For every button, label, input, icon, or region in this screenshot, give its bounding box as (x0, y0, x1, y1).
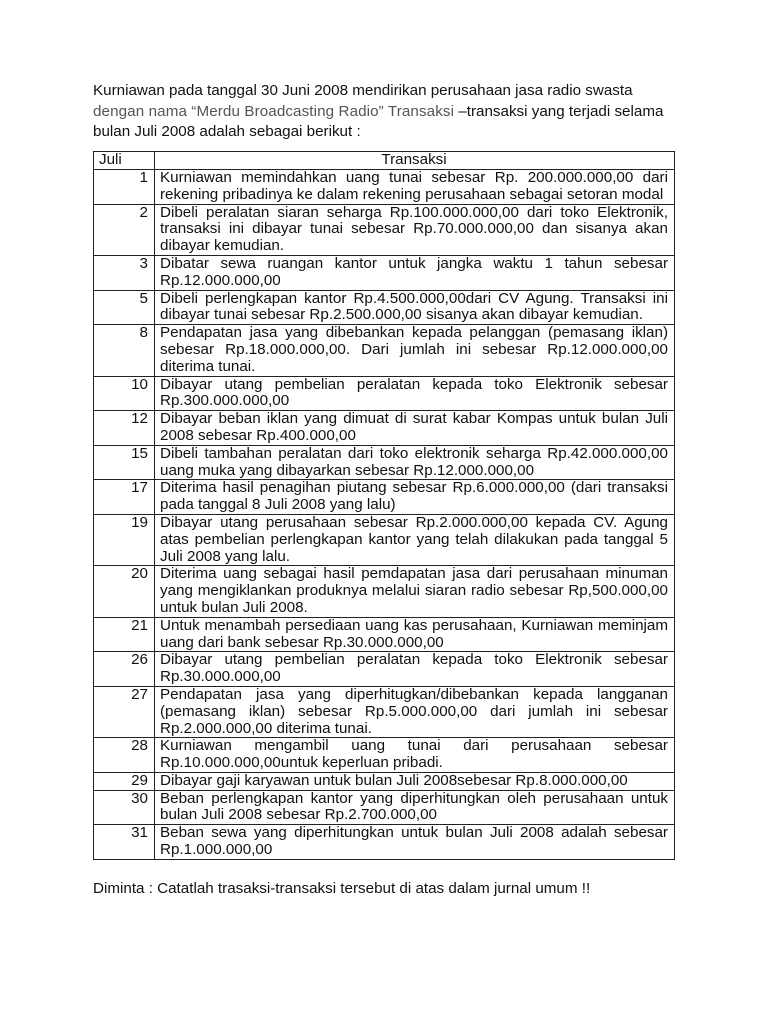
table-row (94, 445, 675, 480)
row-description: Dibeli tambahan peralatan dari toko elektronik seharga Rp.42.000.000,00 uang muka yang dibayarkan sebesar Rp.12.000.000,00 (155, 445, 675, 480)
row-description: Pendapatan jasa yang dibebankan kepada pelanggan (pemasang iklan) sebesar Rp.18.000.000,00. Dari jumlah ini sebesar Rp.12.000.000,00 diterima tunai. (155, 325, 675, 376)
table-row (94, 790, 675, 825)
header-transaction: Transaksi (155, 152, 675, 170)
row-day: 28 (94, 738, 155, 773)
transactions-body (94, 170, 675, 860)
intro-line-2-company: dengan nama “Merdu Broadcasting Radio” Transaksi (93, 102, 455, 120)
row-description: Untuk menambah persediaan uang kas perusahaan, Kurniawan meminjam uang dari bank sebesar Rp.30.000.000,00 (155, 617, 675, 652)
table-row (94, 325, 675, 376)
table-row (94, 772, 675, 790)
row-description: Dibeli peralatan siaran seharga Rp.100.000.000,00 dari toko Elektronik, transaksi ini dibayar tunai sebesar Rp.70.000.000,00 dan sisanya akan dibayar kemudian. (155, 204, 675, 255)
row-day: 10 (94, 376, 155, 411)
row-day: 29 (94, 772, 155, 790)
row-day: 26 (94, 652, 155, 687)
row-day: 12 (94, 411, 155, 446)
row-day: 19 (94, 514, 155, 565)
row-description: Dibayar gaji karyawan untuk bulan Juli 2008sebesar Rp.8.000.000,00 (155, 772, 675, 790)
row-day: 1 (94, 170, 155, 205)
table-row (94, 376, 675, 411)
row-description: Dibatar sewa ruangan kantor untuk jangka waktu 1 tahun sebesar Rp.12.000.000,00 (155, 255, 675, 290)
table-row (94, 290, 675, 325)
table-row (94, 204, 675, 255)
row-day: 15 (94, 445, 155, 480)
row-day: 27 (94, 686, 155, 737)
intro-line-2-rest: –transaksi yang terjadi selama (454, 102, 664, 120)
row-description: Dibayar utang perusahaan sebesar Rp.2.000.000,00 kepada CV. Agung atas pembelian perlengkapan kantor yang telah dilakukan pada tanggal 5 Juli 2008 yang lalu. (155, 514, 675, 565)
instruction-text: Diminta : Catatlah trasaksi-transaksi tersebut di atas dalam jurnal umum !! (93, 880, 591, 897)
table-row (94, 170, 675, 205)
row-day: 3 (94, 255, 155, 290)
row-description: Dibayar utang pembelian peralatan kepada toko Elektronik sebesar Rp.300.000.000,00 (155, 376, 675, 411)
row-description: Beban sewa yang diperhitungkan untuk bulan Juli 2008 adalah sebesar Rp.1.000.000,00 (155, 825, 675, 860)
intro-line-2 (93, 102, 683, 123)
row-day: 17 (94, 480, 155, 515)
header-day: Juli (94, 152, 155, 170)
row-day: 21 (94, 617, 155, 652)
row-day: 2 (94, 204, 155, 255)
row-description: Diterima uang sebagai hasil pemdapatan jasa dari perusahaan minuman yang mengiklankan produknya melalui siaran radio sebesar Rp,500.000,00 untuk bulan Juli 2008. (155, 566, 675, 617)
table-row (94, 686, 675, 737)
row-day: 20 (94, 566, 155, 617)
row-day: 30 (94, 790, 155, 825)
intro-paragraph (93, 81, 683, 143)
table-row (94, 480, 675, 515)
row-description: Pendapatan jasa yang diperhitugkan/dibebankan kepada langganan (pemasang iklan) sebesar Rp.5.000.000,00 dari jumlah ini sebesar Rp.2.000.000,00 diterima tunai. (155, 686, 675, 737)
row-day: 8 (94, 325, 155, 376)
row-description: Dibeli perlengkapan kantor Rp.4.500.000,00dari CV Agung. Transaksi ini dibayar tunai sebesar Rp.2.500.000,00 sisanya akan dibayar kemudian. (155, 290, 675, 325)
intro-line-1: Kurniawan pada tanggal 30 Juni 2008 mendirikan perusahaan jasa radio swasta (93, 82, 633, 99)
table-header-row (94, 152, 675, 170)
table-row (94, 255, 675, 290)
table-row (94, 566, 675, 617)
table-row (94, 738, 675, 773)
table-row (94, 514, 675, 565)
table-row (94, 411, 675, 446)
row-description: Kurniawan mengambil uang tunai dari perusahaan sebesar Rp.10.000.000,00untuk keperluan pribadi. (155, 738, 675, 773)
row-description: Dibayar utang pembelian peralatan kepada toko Elektronik sebesar Rp.30.000.000,00 (155, 652, 675, 687)
transactions-table (93, 151, 675, 860)
table-row (94, 617, 675, 652)
row-description: Dibayar beban iklan yang dimuat di surat kabar Kompas untuk bulan Juli 2008 sebesar Rp.400.000,00 (155, 411, 675, 446)
intro-line-3: bulan Juli 2008 adalah sebagai berikut : (93, 123, 361, 140)
table-row (94, 652, 675, 687)
row-day: 31 (94, 825, 155, 860)
row-description: Diterima hasil penagihan piutang sebesar Rp.6.000.000,00 (dari transaksi pada tanggal 8 Juli 2008 yang lalu) (155, 480, 675, 515)
row-day: 5 (94, 290, 155, 325)
row-description: Beban perlengkapan kantor yang diperhitungkan oleh perusahaan untuk bulan Juli 2008 sebesar Rp.2.700.000,00 (155, 790, 675, 825)
table-row (94, 825, 675, 860)
row-description: Kurniawan memindahkan uang tunai sebesar Rp. 200.000.000,00 dari rekening pribadinya ke dalam rekening perusahaan sebagai setoran modal (155, 170, 675, 205)
